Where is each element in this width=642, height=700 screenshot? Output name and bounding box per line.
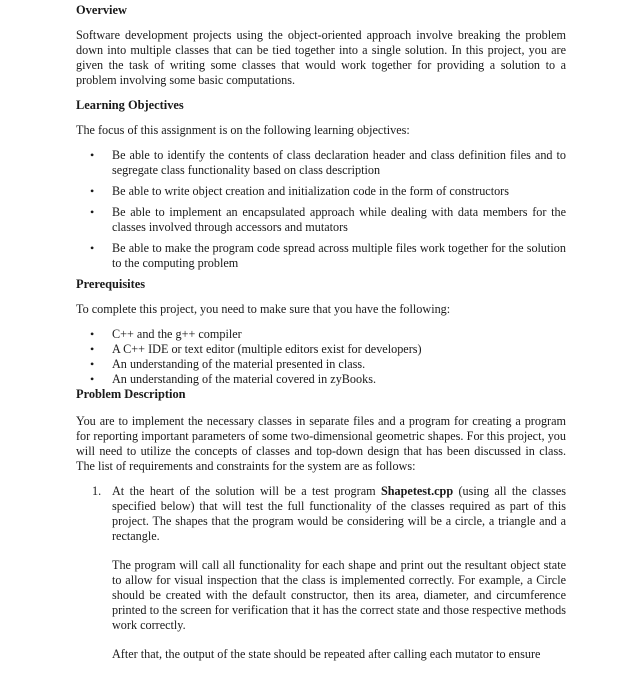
prerequisites-intro: To complete this project, you need to make sure that you have the following: (76, 302, 451, 316)
list-item (76, 342, 566, 357)
requirement-filename: Shapetest.cpp (380, 484, 454, 498)
overview-text: Software development projects using the object-oriented approach involve breaking the problem down into multiple classes that can be tied together into a single solution. In this project, you are given the task of writing some classes that would work together for providing a solution to a problem involving some basic computations. (76, 28, 566, 87)
list-item-text: Be able to write object creation and initialization code in the form of constructors (112, 184, 509, 198)
requirement-number: 1. (92, 484, 102, 498)
bullet-icon: • (90, 372, 95, 386)
bullet-icon: • (90, 205, 95, 219)
list-item (76, 184, 566, 199)
learning-objectives-intro: The focus of this assignment is on the following learning objectives: (76, 123, 410, 137)
list-item-text: C++ and the g++ compiler (112, 327, 242, 341)
list-item (76, 205, 566, 235)
list-item (76, 357, 566, 372)
bullet-icon: • (90, 148, 95, 162)
bullet-icon: • (90, 241, 95, 255)
problem-description-intro: You are to implement the necessary classes in separate files and a program for creating a program for reporting important parameters of some two-dimensional geometric shapes. For this project, you will need to utilize the concepts of classes and top-down design that has been discussed in class. The list of requirements and constraints for the system are as follows: (76, 414, 566, 473)
requirement-text-before: At the heart of the solution will be a test program (112, 484, 381, 498)
prerequisites-heading: Prerequisites (76, 277, 146, 291)
requirement-paragraph-2: The program will call all functionality for each shape and print out the resultant object state to allow for visual inspection that the class is implemented correctly. For example, a Circle should be created with the default constructor, then its area, diameter, and circumference printed to the screen for verification that it has the correct state and those respective methods work correctly. (112, 558, 566, 632)
overview-heading: Overview (76, 3, 127, 17)
list-item (76, 241, 566, 271)
prerequisites-list (76, 327, 566, 387)
list-item-text: An understanding of the material presented in class. (112, 357, 366, 371)
bullet-icon: • (90, 184, 95, 198)
bullet-icon: • (90, 342, 95, 356)
requirements-list (76, 484, 566, 544)
requirement-paragraph-3: After that, the output of the state should be repeated after calling each mutator to ensure (112, 647, 541, 661)
requirement-text-after: (using all the classes specified below) that will test the full functionality of the classes required as part of this project. The shapes that the program would be considering will be a circle, a triangle and a rectangle. (112, 484, 566, 543)
list-item-text: An understanding of the material covered in zyBooks. (112, 372, 376, 386)
list-item (76, 327, 566, 342)
learning-objectives-heading: Learning Objectives (76, 98, 184, 112)
list-item-text: Be able to make the program code spread across multiple files work together for the solution to the computing problem (112, 241, 566, 270)
problem-description-heading: Problem Description (76, 387, 186, 401)
list-item-text: A C++ IDE or text editor (multiple editors exist for developers) (112, 342, 422, 356)
requirement-item (76, 484, 566, 544)
bullet-icon: • (90, 357, 95, 371)
bullet-icon: • (90, 327, 95, 341)
list-item (76, 148, 566, 178)
learning-objectives-list (76, 148, 566, 271)
list-item-text: Be able to identify the contents of class declaration header and class definition files and to segregate class functionality based on class description (112, 148, 566, 177)
list-item-text: Be able to implement an encapsulated approach while dealing with data members for the classes involved through accessors and mutators (112, 205, 566, 234)
list-item (76, 372, 566, 387)
